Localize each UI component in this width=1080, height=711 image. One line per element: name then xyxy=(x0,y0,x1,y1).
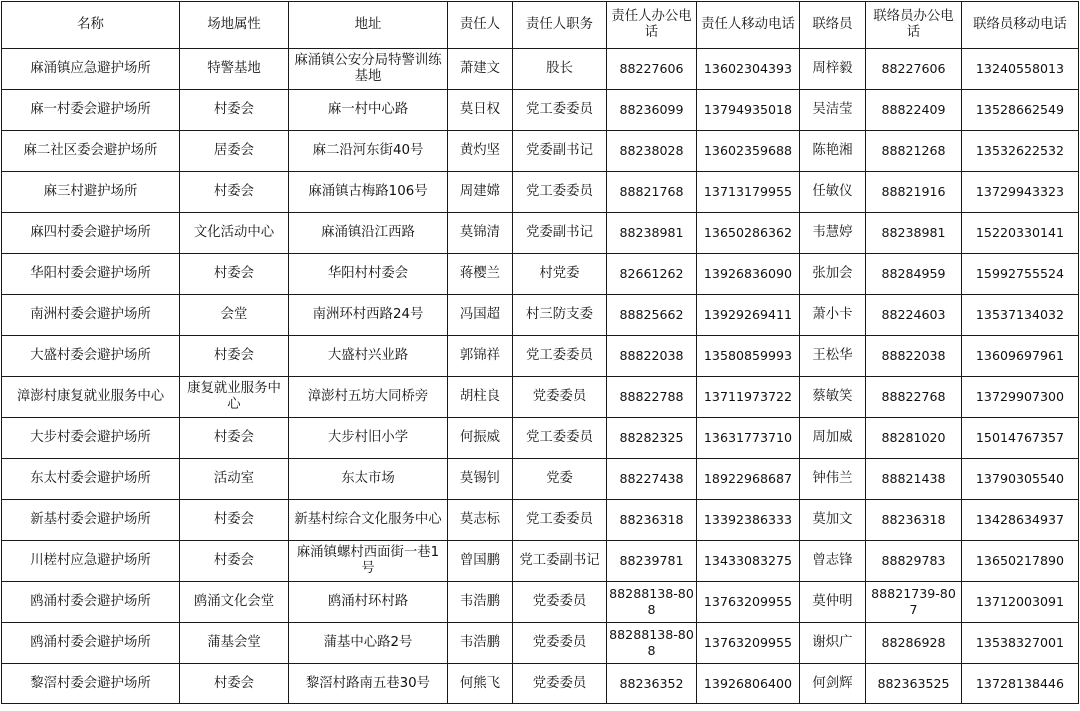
table-row xyxy=(2,418,1079,459)
cell-venue-type: 活动室 xyxy=(180,459,289,500)
cell-liaison: 陈艳湘 xyxy=(800,131,866,172)
cell-liaison: 韦慧婷 xyxy=(800,213,866,254)
cell-responsible-title: 党委委员 xyxy=(513,582,607,623)
cell-name: 华阳村委会避护场所 xyxy=(2,254,180,295)
cell-name: 大步村委会避护场所 xyxy=(2,418,180,459)
table-row xyxy=(2,336,1079,377)
cell-liaison-mobile: 13650217890 xyxy=(962,541,1079,582)
cell-responsible-office-phone: 88238028 xyxy=(607,131,697,172)
cell-liaison: 任敏仪 xyxy=(800,172,866,213)
cell-responsible-person: 莫志标 xyxy=(448,500,513,541)
cell-liaison: 蔡敏笑 xyxy=(800,377,866,418)
cell-responsible-office-phone: 88825662 xyxy=(607,295,697,336)
table-row xyxy=(2,582,1079,623)
cell-responsible-person: 冯国超 xyxy=(448,295,513,336)
cell-responsible-person: 萧建文 xyxy=(448,49,513,90)
cell-responsible-mobile: 13713179955 xyxy=(697,172,800,213)
cell-liaison-office-phone: 88284959 xyxy=(866,254,962,295)
table-row xyxy=(2,541,1079,582)
cell-responsible-person: 何振威 xyxy=(448,418,513,459)
header-address: 地址 xyxy=(289,2,448,49)
cell-venue-type: 村委会 xyxy=(180,664,289,704)
cell-responsible-person: 周建嫦 xyxy=(448,172,513,213)
cell-responsible-office-phone: 88227606 xyxy=(607,49,697,90)
cell-responsible-mobile: 13631773710 xyxy=(697,418,800,459)
cell-responsible-office-phone: 88236352 xyxy=(607,664,697,704)
cell-address: 麻涌镇螺村西面街一巷1号 xyxy=(289,541,448,582)
cell-liaison-mobile: 15014767357 xyxy=(962,418,1079,459)
cell-responsible-person: 莫锦清 xyxy=(448,213,513,254)
cell-liaison: 莫仲明 xyxy=(800,582,866,623)
cell-responsible-office-phone: 88238981 xyxy=(607,213,697,254)
cell-responsible-title: 党委副书记 xyxy=(513,213,607,254)
cell-responsible-title: 村党委 xyxy=(513,254,607,295)
cell-name: 大盛村委会避护场所 xyxy=(2,336,180,377)
table-row xyxy=(2,500,1079,541)
cell-responsible-mobile: 13602359688 xyxy=(697,131,800,172)
cell-liaison: 吴洁莹 xyxy=(800,90,866,131)
cell-responsible-person: 莫锡钊 xyxy=(448,459,513,500)
cell-liaison: 张加会 xyxy=(800,254,866,295)
table-row xyxy=(2,377,1079,418)
cell-responsible-person: 郭锦祥 xyxy=(448,336,513,377)
cell-liaison-office-phone: 88286928 xyxy=(866,623,962,664)
cell-responsible-office-phone: 82661262 xyxy=(607,254,697,295)
cell-responsible-title: 党工委委员 xyxy=(513,172,607,213)
cell-responsible-mobile: 13763209955 xyxy=(697,582,800,623)
cell-name: 麻一村委会避护场所 xyxy=(2,90,180,131)
cell-venue-type: 会堂 xyxy=(180,295,289,336)
cell-venue-type: 村委会 xyxy=(180,500,289,541)
cell-liaison-mobile: 13538327001 xyxy=(962,623,1079,664)
cell-address: 大步村旧小学 xyxy=(289,418,448,459)
cell-name: 南洲村委会避护场所 xyxy=(2,295,180,336)
cell-liaison: 莫加文 xyxy=(800,500,866,541)
cell-address: 大盛村兴业路 xyxy=(289,336,448,377)
cell-liaison: 何剑辉 xyxy=(800,664,866,704)
cell-liaison: 谢炽广 xyxy=(800,623,866,664)
table-row xyxy=(2,131,1079,172)
cell-venue-type: 村委会 xyxy=(180,172,289,213)
cell-responsible-person: 韦浩鹏 xyxy=(448,582,513,623)
cell-liaison-office-phone: 88822768 xyxy=(866,377,962,418)
cell-liaison-office-phone: 88227606 xyxy=(866,49,962,90)
cell-liaison-office-phone: 88821739-807 xyxy=(866,582,962,623)
cell-responsible-person: 韦浩鹏 xyxy=(448,623,513,664)
table-row xyxy=(2,90,1079,131)
cell-venue-type: 村委会 xyxy=(180,541,289,582)
cell-responsible-mobile: 13602304393 xyxy=(697,49,800,90)
cell-responsible-title: 党工委委员 xyxy=(513,418,607,459)
cell-address: 蒲基中心路2号 xyxy=(289,623,448,664)
cell-liaison: 周加威 xyxy=(800,418,866,459)
cell-liaison: 王松华 xyxy=(800,336,866,377)
cell-address: 鸥涌村环村路 xyxy=(289,582,448,623)
table-row xyxy=(2,623,1079,664)
cell-responsible-office-phone: 88822038 xyxy=(607,336,697,377)
cell-venue-type: 文化活动中心 xyxy=(180,213,289,254)
cell-liaison-mobile: 13428634937 xyxy=(962,500,1079,541)
cell-responsible-office-phone: 88288138-808 xyxy=(607,623,697,664)
cell-responsible-office-phone: 88822788 xyxy=(607,377,697,418)
cell-liaison-office-phone: 88821268 xyxy=(866,131,962,172)
cell-address: 麻一村中心路 xyxy=(289,90,448,131)
cell-name: 麻三村避护场所 xyxy=(2,172,180,213)
cell-liaison: 周梓毅 xyxy=(800,49,866,90)
cell-liaison-office-phone: 88822409 xyxy=(866,90,962,131)
cell-venue-type: 村委会 xyxy=(180,418,289,459)
cell-venue-type: 居委会 xyxy=(180,131,289,172)
header-responsible-mobile: 责任人移动电话 xyxy=(697,2,800,49)
cell-name: 麻涌镇应急避护场所 xyxy=(2,49,180,90)
cell-liaison: 萧小卡 xyxy=(800,295,866,336)
cell-liaison-mobile: 13712003091 xyxy=(962,582,1079,623)
cell-responsible-title: 党工委委员 xyxy=(513,500,607,541)
cell-responsible-mobile: 13926806400 xyxy=(697,664,800,704)
cell-responsible-title: 党委委员 xyxy=(513,377,607,418)
cell-responsible-person: 黄灼坚 xyxy=(448,131,513,172)
cell-responsible-person: 莫日权 xyxy=(448,90,513,131)
cell-liaison-mobile: 13790305540 xyxy=(962,459,1079,500)
cell-responsible-office-phone: 88239781 xyxy=(607,541,697,582)
header-row xyxy=(2,2,1079,49)
cell-responsible-mobile: 18922968687 xyxy=(697,459,800,500)
cell-responsible-office-phone: 88236099 xyxy=(607,90,697,131)
cell-responsible-title: 党委委员 xyxy=(513,623,607,664)
cell-responsible-office-phone: 88821768 xyxy=(607,172,697,213)
header-liaison-office-phone: 联络员办公电话 xyxy=(866,2,962,49)
cell-liaison-mobile: 13532622532 xyxy=(962,131,1079,172)
cell-address: 华阳村村委会 xyxy=(289,254,448,295)
cell-liaison-office-phone: 88238981 xyxy=(866,213,962,254)
cell-responsible-mobile: 13580859993 xyxy=(697,336,800,377)
cell-responsible-mobile: 13794935018 xyxy=(697,90,800,131)
cell-liaison-office-phone: 88236318 xyxy=(866,500,962,541)
table-row xyxy=(2,213,1079,254)
cell-responsible-title: 党委 xyxy=(513,459,607,500)
cell-liaison: 钟伟兰 xyxy=(800,459,866,500)
cell-responsible-title: 党工委委员 xyxy=(513,90,607,131)
header-responsible-person: 责任人 xyxy=(448,2,513,49)
cell-address: 麻涌镇沿江西路 xyxy=(289,213,448,254)
cell-responsible-office-phone: 88227438 xyxy=(607,459,697,500)
table-row xyxy=(2,172,1079,213)
cell-responsible-office-phone: 88288138-808 xyxy=(607,582,697,623)
cell-responsible-title: 党委委员 xyxy=(513,664,607,704)
table-row xyxy=(2,459,1079,500)
cell-venue-type: 康复就业服务中心 xyxy=(180,377,289,418)
cell-address: 麻涌镇公安分局特警训练基地 xyxy=(289,49,448,90)
cell-responsible-mobile: 13926836090 xyxy=(697,254,800,295)
table-body xyxy=(2,49,1079,704)
cell-responsible-title: 党工委副书记 xyxy=(513,541,607,582)
cell-address: 漳澎村五坊大同桥旁 xyxy=(289,377,448,418)
cell-responsible-person: 曾国鹏 xyxy=(448,541,513,582)
cell-liaison-mobile: 13609697961 xyxy=(962,336,1079,377)
cell-name: 鸥涌村委会避护场所 xyxy=(2,582,180,623)
cell-responsible-mobile: 13763209955 xyxy=(697,623,800,664)
cell-name: 东太村委会避护场所 xyxy=(2,459,180,500)
cell-liaison-mobile: 15992755524 xyxy=(962,254,1079,295)
cell-liaison-mobile: 13728138446 xyxy=(962,664,1079,704)
cell-responsible-mobile: 13929269411 xyxy=(697,295,800,336)
cell-responsible-person: 何熊飞 xyxy=(448,664,513,704)
header-responsible-title: 责任人职务 xyxy=(513,2,607,49)
cell-liaison: 曾志锋 xyxy=(800,541,866,582)
header-name: 名称 xyxy=(2,2,180,49)
cell-name: 川槎村应急避护场所 xyxy=(2,541,180,582)
cell-name: 新基村委会避护场所 xyxy=(2,500,180,541)
cell-liaison-mobile: 13528662549 xyxy=(962,90,1079,131)
cell-liaison-office-phone: 88821438 xyxy=(866,459,962,500)
cell-address: 东太市场 xyxy=(289,459,448,500)
cell-responsible-office-phone: 88282325 xyxy=(607,418,697,459)
table-row xyxy=(2,254,1079,295)
cell-responsible-mobile: 13392386333 xyxy=(697,500,800,541)
cell-liaison-office-phone: 88281020 xyxy=(866,418,962,459)
cell-address: 麻二沿河东街40号 xyxy=(289,131,448,172)
cell-venue-type: 鸥涌文化会堂 xyxy=(180,582,289,623)
cell-liaison-mobile: 13729907300 xyxy=(962,377,1079,418)
cell-liaison-office-phone: 88821916 xyxy=(866,172,962,213)
cell-address: 黎滘村路南五巷30号 xyxy=(289,664,448,704)
cell-venue-type: 特警基地 xyxy=(180,49,289,90)
cell-liaison-office-phone: 882363525 xyxy=(866,664,962,704)
cell-name: 麻四村委会避护场所 xyxy=(2,213,180,254)
header-responsible-office-phone: 责任人办公电话 xyxy=(607,2,697,49)
cell-liaison-mobile: 15220330141 xyxy=(962,213,1079,254)
cell-responsible-person: 胡柱良 xyxy=(448,377,513,418)
cell-responsible-office-phone: 88236318 xyxy=(607,500,697,541)
cell-venue-type: 村委会 xyxy=(180,90,289,131)
cell-responsible-mobile: 13711973722 xyxy=(697,377,800,418)
cell-venue-type: 村委会 xyxy=(180,336,289,377)
cell-responsible-title: 党委副书记 xyxy=(513,131,607,172)
cell-liaison-office-phone: 88829783 xyxy=(866,541,962,582)
cell-name: 麻二社区委会避护场所 xyxy=(2,131,180,172)
header-liaison-mobile: 联络员移动电话 xyxy=(962,2,1079,49)
header-venue-type: 场地属性 xyxy=(180,2,289,49)
cell-address: 麻涌镇古梅路106号 xyxy=(289,172,448,213)
cell-liaison-mobile: 13537134032 xyxy=(962,295,1079,336)
cell-responsible-title: 党工委委员 xyxy=(513,336,607,377)
cell-venue-type: 蒲基会堂 xyxy=(180,623,289,664)
shelter-contact-table xyxy=(1,1,1079,704)
cell-liaison-mobile: 13240558013 xyxy=(962,49,1079,90)
cell-address: 南洲环村西路24号 xyxy=(289,295,448,336)
cell-responsible-title: 村三防支委 xyxy=(513,295,607,336)
cell-responsible-mobile: 13650286362 xyxy=(697,213,800,254)
cell-address: 新基村综合文化服务中心 xyxy=(289,500,448,541)
cell-responsible-mobile: 13433083275 xyxy=(697,541,800,582)
table-row xyxy=(2,49,1079,90)
table-row xyxy=(2,295,1079,336)
cell-responsible-person: 蒋樱兰 xyxy=(448,254,513,295)
cell-venue-type: 村委会 xyxy=(180,254,289,295)
cell-liaison-mobile: 13729943323 xyxy=(962,172,1079,213)
table-row xyxy=(2,664,1079,704)
cell-name: 黎滘村委会避护场所 xyxy=(2,664,180,704)
cell-responsible-title: 股长 xyxy=(513,49,607,90)
header-liaison: 联络员 xyxy=(800,2,866,49)
cell-liaison-office-phone: 88822038 xyxy=(866,336,962,377)
cell-name: 漳澎村康复就业服务中心 xyxy=(2,377,180,418)
cell-name: 鸥涌村委会避护场所 xyxy=(2,623,180,664)
cell-liaison-office-phone: 88224603 xyxy=(866,295,962,336)
